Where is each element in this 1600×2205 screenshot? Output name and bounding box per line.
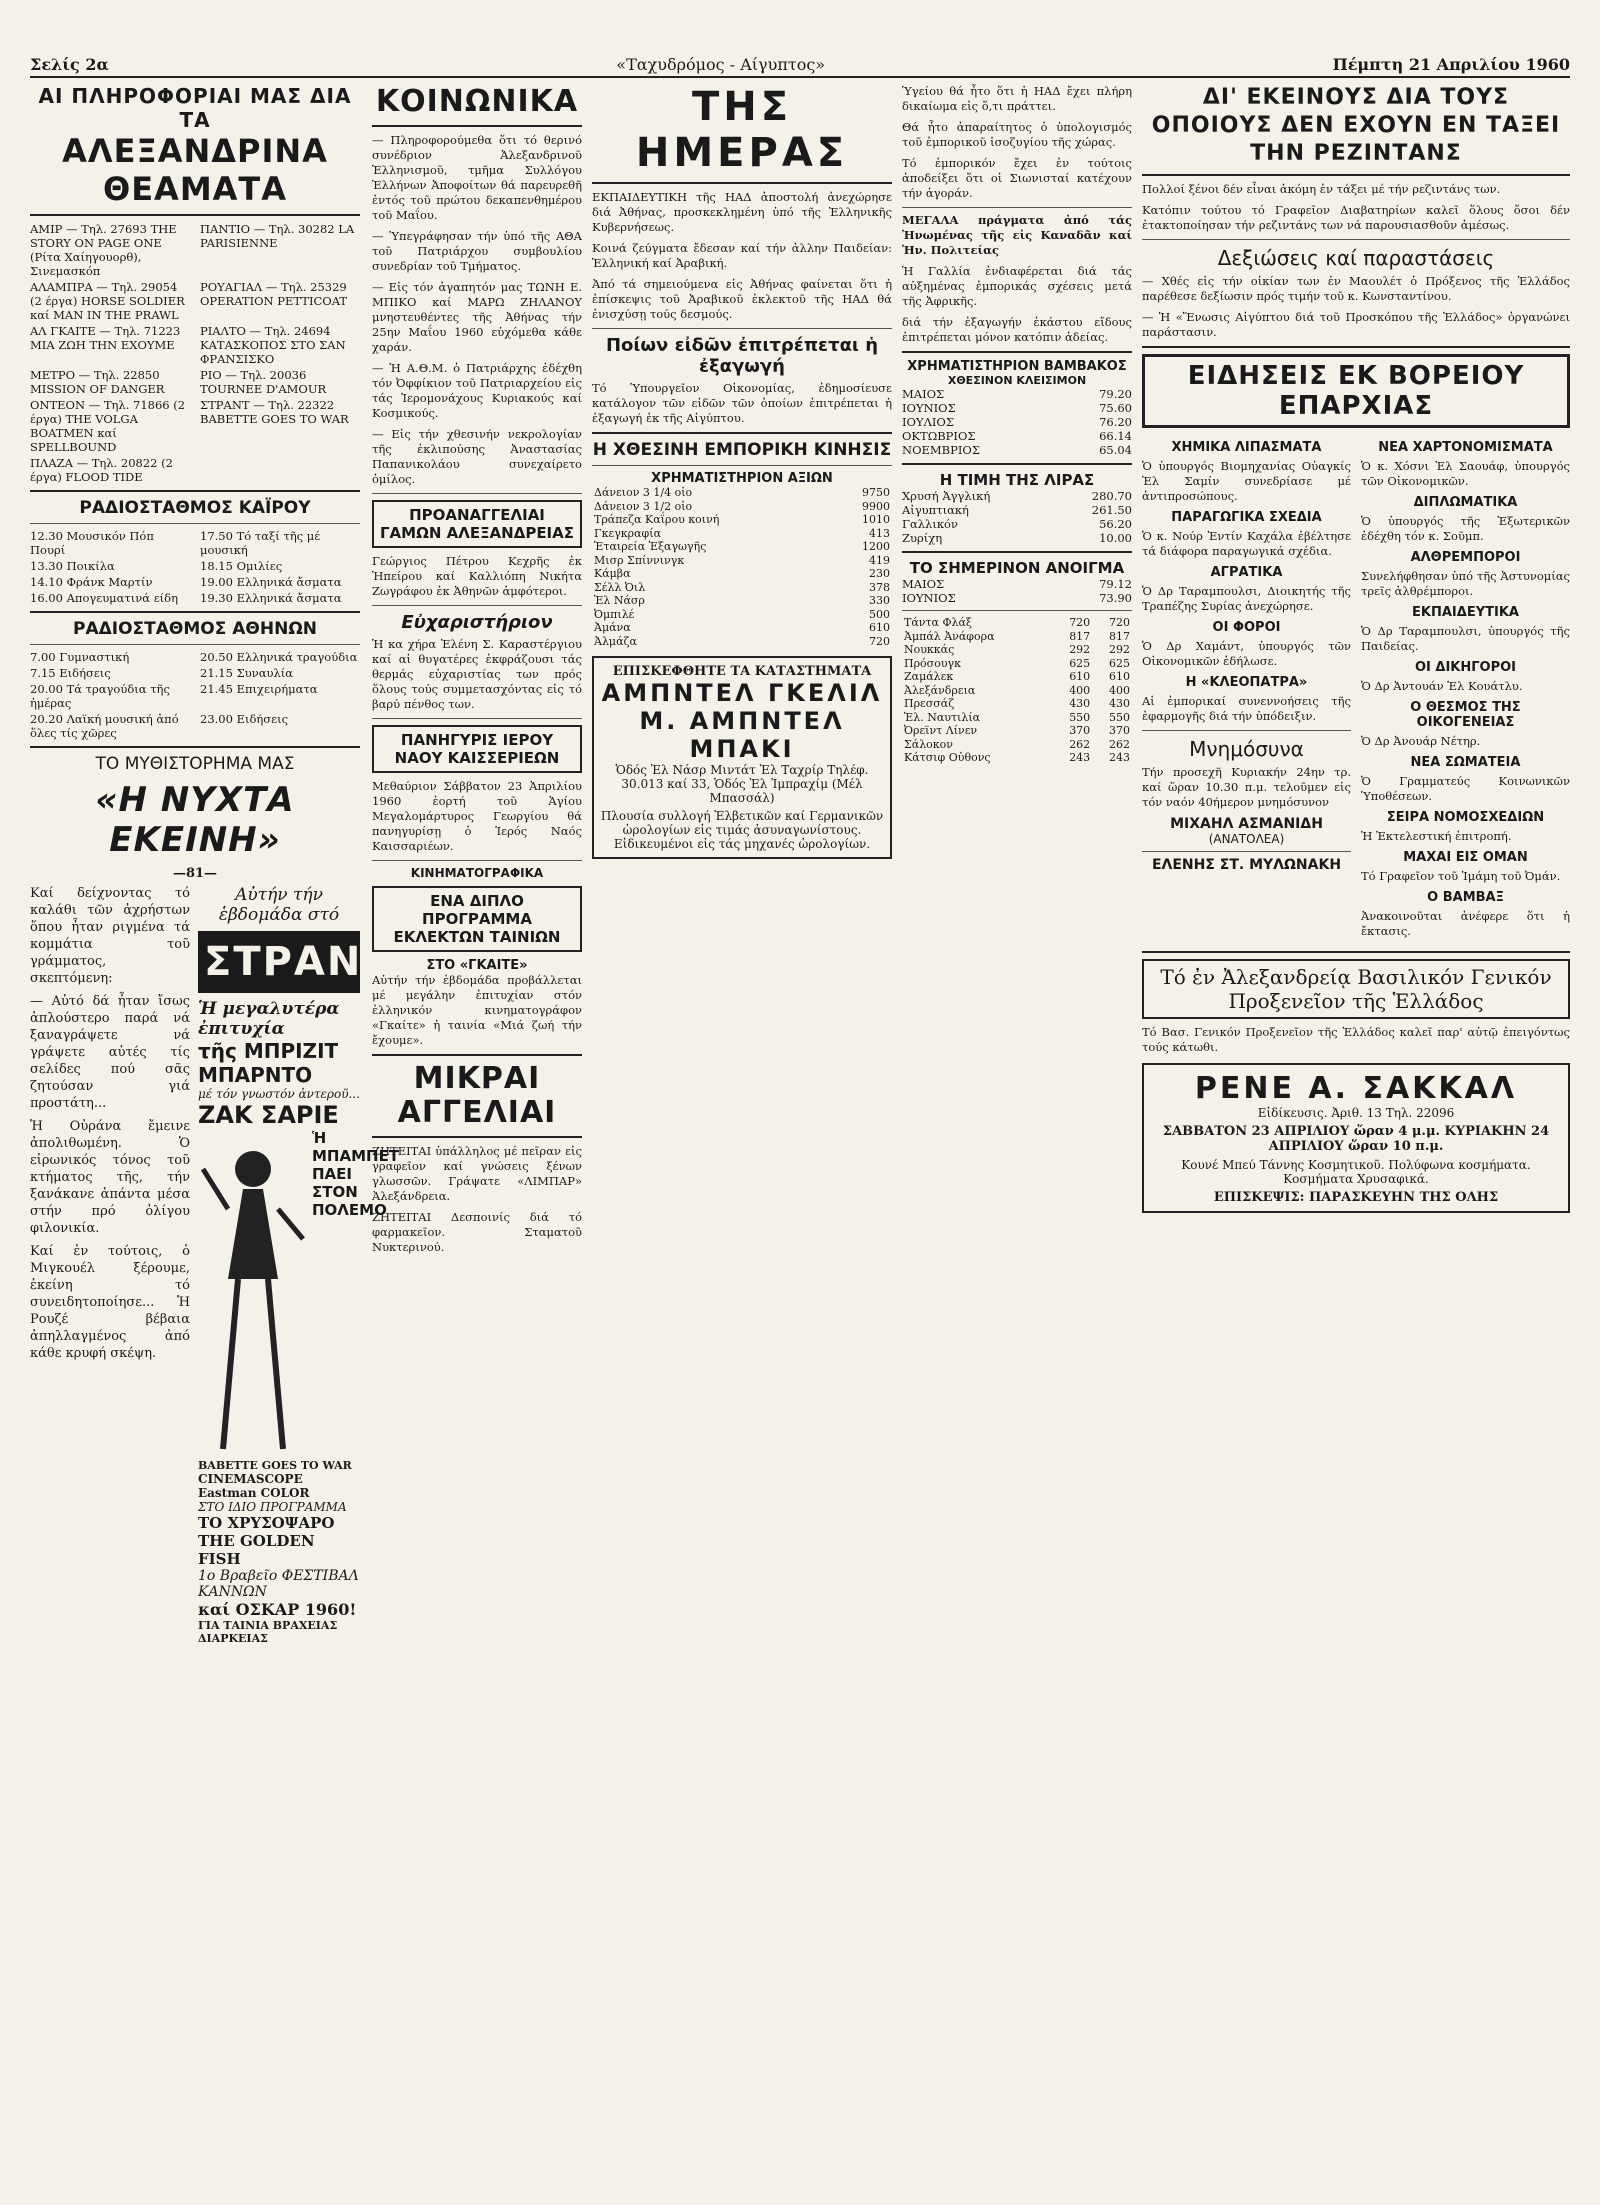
novel-title: «Η ΝΥΧΤΑ ΕΚΕΙΝΗ» (95, 780, 295, 860)
list-item: ΜΑΙΟΣ 79.20 (902, 387, 1132, 401)
north-item: ΧΗΜΙΚΑ ΛΙΠΑΣΜΑΤΑ Ὁ ὑπουργός Βιομηχανίας Οὐαγκίς Ἐλ Σαμίν συνεδρίασε μέ ἀντιπροσώπους. (1142, 440, 1351, 503)
ad-shop-name: ΑΜΠΝΤΕΛ ΓΚΕΛΙΛ Μ. ΑΜΠΝΤΕΛ ΜΠΑΚΙ (601, 679, 883, 763)
wedding-title: ΠΡΟΑΝΑΓΓΕΛΙΑΙ ΓΑΜΩΝ ΑΛΕΞΑΝΔΡΕΙΑΣ (372, 500, 582, 548)
novel-paragraph: Καί δείχνοντας τό καλάθι τῶν ἀχρήστων ὅπου ἦταν ριγμένα τά κομμάτια τοῦ γράμματος, σκεπτόμενη: (30, 886, 190, 986)
page-header (30, 52, 1570, 78)
north-item: ΑΛΘΡΕΜΠΟΡΟΙ Συνελήφθησαν ὑπό τῆς Ἀστυνομίας τρεῖς ἀλθρέμποροι. (1361, 550, 1570, 598)
social-item: — Εἰς τόν ἀγαπητόν μας ΤΩΝΗ Ε. ΜΠΙΚΟ καί ΜΑΡΩ ΖΗΛΑΝΟΥ μνηστευθέντες τῆς Ἀθήνας τήν 25ην Μαΐου 1960 εὐχόμεθα κάθε χαράν. (372, 280, 582, 354)
advert-original-title: BABETTE GOES TO WAR (198, 1459, 352, 1472)
table-row: Μισρ Σπίννινγκ 419 (594, 553, 890, 567)
north-item: Ο ΒΑΜΒΑΞ Ἀνακοινοῦται ἀνέφερε ὅτι ἡ ἔκτασις. (1361, 890, 1570, 938)
advert-line: μέ τόν γνωστόν ἀντεροῦ... (198, 1087, 360, 1101)
cotton-title: ΧΡΗΜΑΤΙΣΤΗΡΙΟΝ ΒΑΜΒΑΚΟΣ (907, 359, 1127, 374)
newspaper-name: «Ταχυδρόμος - Αίγυπτος» (616, 54, 826, 74)
clinic-days: ΣΑΒΒΑΤΟΝ 23 ΑΠΡΙΛΙΟΥ ὥραν 4 μ.μ. ΚΥΡΙΑΚΗΝ 24 ΑΠΡΙΛΙΟΥ ὥραν 10 π.μ. (1162, 1124, 1550, 1154)
radio-slot: 7.00 Γυμναστική (30, 650, 130, 664)
table-row: Ἐταιρεία Ἐξαγωγῆς 1200 (594, 540, 890, 553)
cinema-listing: ΡΟΥΑΓΙΑΛ — Τηλ. 25329 OPERATION PETTICOAT (200, 280, 348, 308)
table-row: Κάμβα 230 (594, 567, 890, 580)
table-row: Ἐλ Νάσρ 330 (594, 594, 890, 607)
article-paragraph: Θά ἦτο ἀπαραίτητος ὁ ὑπολογισμός τοῦ ἐμπορικοῦ ἰσοζυγίου τῆς χώρας. (902, 120, 1132, 149)
north-title: ΕΙΔΗΣΕΙΣ ΕΚ ΒΟΡΕΙΟΥ ΕΠΑΡΧΙΑΣ (1142, 354, 1570, 428)
receptions-title: Δεξιώσεις καί παραστάσεις (1217, 246, 1495, 270)
residence-text: Κατόπιν τούτου τό Γραφεῖον Διαβατηρίων καλεῖ ὅλους ὅσοι δέν ἐτακτοποίησαν τήν ρεζιντάνς των νά παρουσιασθοῦν ἀμέσως. (1142, 203, 1570, 232)
consulate-title: Τό ἐν Ἀλεξανδρείᾳ Βασιλικόν Γενικόν Προξενεῖον τῆς Ἑλλάδος (1142, 959, 1570, 1019)
advert-award: 1ο Βραβεῖο ΦΕΣΤΙΒΑΛ ΚΑΝΝΩΝ (198, 1568, 359, 1600)
advert-next-title: ΤΟ ΧΡΥΣΟΨΑΡΟ THE GOLDEN FISH (198, 1514, 335, 1568)
radio-slot: 14.10 Φράνκ Μαρτίν (30, 575, 153, 589)
table-row: Ὀμπιλέ 500 (594, 607, 890, 621)
stocks-title: ΧΡΗΜΑΤΙΣΤΗΡΙΟΝ ΑΞΙΩΝ (651, 471, 833, 486)
info-title-small: ΑΙ ΠΛΗΡΟΦΟΡΙΑΙ ΜΑΣ ΔΙΑ ΤΑ (38, 84, 352, 132)
clinic-ad (1142, 1063, 1570, 1213)
table-row: Πρόσουγκ 625 625 (904, 656, 1130, 670)
social-item: — Εἰς τήν χθεσινήν νεκρολογίαν τῆς ἐκλιπούσης Ἀναστασίας Παπανικολάου συνεχαίρετο ὁμίλος. (372, 427, 582, 486)
clinic-visit: ΕΠΙΣΚΕΨΙΣ: ΠΑΡΑΣΚΕΥΗΝ ΤΗΣ ΟΛΗΣ (1213, 1190, 1499, 1205)
novel-part: —81— (172, 866, 218, 881)
classified-ad: ΖΗΤΕΙΤΑΙ Δεσποινίς διά τό φαρμακεῖον. Σταματοῦ Νυκτερινού. (372, 1210, 582, 1254)
list-item: ΙΟΥΝΙΟΣ 73.90 (902, 591, 1132, 605)
ad-text: Πλουσία συλλογή Ἑλβετικῶν καί Γερμανικῶν ὡρολογίων εἰς τιμάς ἀσυναγωνίστους. Εἰδικευμένοι εἰς τάς μηχανές ὡρολογίων. (600, 809, 884, 851)
north-item: ΣΕΙΡΑ ΝΟΜΟΣΧΕΔΙΩΝ Ἡ Ἐκτελεστική ἐπιτροπή. (1361, 810, 1545, 843)
classifieds-title: ΜΙΚΡΑΙ ΑΓΓΕΛΙΑΙ (397, 1061, 557, 1130)
big-news-title: ΜΕΓΑΛΑ πράγματα ἀπό τάς Ἠνωμένας τῆς εἰς Καναδᾶν καί Ἠν. Πολιτείας (902, 213, 1132, 257)
north-item: ΜΑΧΑΙ ΕΙΣ ΟΜΑΝ Τό Γραφεῖον τοῦ Ἰμάμη τοῦ Ὀμάν. (1361, 850, 1561, 883)
advert-actor: ΖΑΚ ΣΑΡΙΕ (198, 1101, 339, 1129)
cinema-listing: ΑΜΙΡ — Τηλ. 27693 THE STORY ON PAGE ONE (Ρίτα Χαίηγουορθ), Σινεμασκόπ (30, 222, 177, 278)
clinic-text: Κουνέ Μπεύ Τάννης Κοσμητικοῦ. Πολύφωνα κοσμήματα. Κοσμήματα Χρυσαφικά. (1181, 1158, 1531, 1186)
radio-slot: 21.15 Συναυλία (200, 666, 294, 680)
education-item: ΕΚΠΑΙΔΕΥΤΙΚΗ τῆς ΗΑΔ ἀποστολή ἀνεχώρησε διά Ἀθήνας, προσκεκλημένη ὑπό τῆς Ἑλληνικῆς Κυβερνήσεως. (592, 190, 892, 234)
table-row: Δάνειον 3 1/2 οἱο 9900 (594, 499, 890, 513)
radio-slot: 18.15 Ομιλίες (200, 559, 283, 573)
stocks-table (592, 486, 892, 648)
cinema-listing: ΑΛΑΜΠΡΑ — Τηλ. 29054 (2 έργα) HORSE SOLDIER καί MAN IN THE PRAWL (30, 280, 185, 322)
radio-athens-title: ΡΑΔΙΟΣΤΑΘΜΟΣ ΑΘΗΝΩΝ (72, 619, 317, 639)
advert-oscar: καί ΟΣΚΑΡ 1960! (198, 1600, 357, 1619)
memorial-text: Τήν προσεχῆ Κυριακήν 24ην τρ. καί ὥραν 10.30 π.μ. τελοῦμεν εἰς τόν ναόν 40ήμερον μνημόσυνον (1142, 765, 1351, 809)
radio-slot: 20.20 Λαϊκή μουσική ἀπό ὅλες τίς χῶρες (30, 712, 179, 740)
north-item: ΟΙ ΦΟΡΟΙ Ὁ Δρ Χαμάντ, ὑπουργός τῶν Οἰκονομικῶν ἐδήλωσε. (1142, 620, 1351, 668)
table-row: Σέλλ Ὀιλ 378 (594, 580, 890, 594)
cinema-listing: ΡΙΟ — Τηλ. 20036 TOURNEE D'AMOUR (200, 368, 327, 396)
list-item: ΝΟΕΜΒΡΙΟΣ 65.04 (902, 443, 1132, 457)
article-paragraph: Ὑγείου θά ἦτο ὅτι ἡ ΗΑΔ ἔχει πλήρη δικαίωμα εἰς ὅ,τι πράττει. (902, 84, 1132, 113)
cotton-subtitle: ΧΘΕΣΙΝΟΝ ΚΛΕΙΣΙΜΟΝ (947, 374, 1087, 387)
radio-slot: 17.50 Τό ταξί τῆς μέ μουσική (200, 529, 321, 557)
advert-line: Ἡ μεγαλυτέρα ἐπιτυχία (198, 999, 340, 1039)
table-row: Ἀμάνα 610 (594, 621, 890, 634)
radio-slot: 16.00 Απογευματινά είδη (30, 591, 178, 605)
gold-list (902, 489, 1132, 545)
festival-title: ΠΑΝΗΓΥΡΙΣ ΙΕΡΟΥ ΝΑΟΥ ΚΑΙΣΣΕΡΙΕΩΝ (372, 725, 582, 773)
memorial-title: Μνημόσυνα (1189, 737, 1304, 761)
list-item: ΜΑΙΟΣ 79.12 (902, 577, 1132, 591)
advert-kicker: Αὐτήν τήν ἑβδομάδα στό (218, 885, 340, 925)
cinema-listing: ΣΤΡΑΝΤ — Τηλ. 22322 BABETTE GOES TO WAR (200, 398, 349, 426)
radio-slot: 23.00 Ειδήσεις (200, 712, 289, 726)
north-item: ΑΓΡΑΤΙΚΑ Ὁ Δρ Ταραμπουλσι, Διοικητής τῆς Τραπέζης Συρίας ἀνεχώρησε. (1142, 565, 1351, 613)
advert-note: ΓΙΑ ΤΑΙΝΙΑ ΒΡΑΧΕΙΑΣ ΔΙΑΡΚΕΙΑΣ (198, 1619, 338, 1645)
novel-paragraph: Ἡ Οὐράνα ἔμεινε ἀπολιθωμένη. Ὁ εἰρωνικός τόνος τοῦ κτήματος τῆς, τήν ξανάκανε ἀπάντα μέσα στήν πρό ὀλίγου φιλονικία. (30, 1119, 190, 1236)
table-row: Ἀλεξάνδρεια 400 400 (904, 683, 1130, 697)
festival-text: Μεθαύριον Σάββατον 23 Ἀπριλίου 1960 ἑορτή τοῦ Ἁγίου Μεγαλομάρτυρος Γεωργίου θά πανηγυρίσῃ ὁ Ἱερός Ναός Καισσαριέων. (372, 779, 582, 853)
table-row: Ἑλ. Ναυτιλία 550 550 (904, 710, 1130, 724)
cinema-title: ΕΝΑ ΔΙΠΛΟ ΠΡΟΓΡΑΜΜΑ ΕΚΛΕΚΤΩΝ ΤΑΙΝΙΩΝ (372, 886, 582, 952)
north-item: ΟΙ ΔΙΚΗΓΟΡΟΙ Ὁ Δρ Ἀντουάν Ἐλ Κουάτλυ. (1361, 660, 1523, 693)
table-row: Γκεγκραφία 413 (594, 526, 890, 540)
social-item: — Ἡ Α.Θ.Μ. ὁ Πατριάρχης ἐδέχθη τόν Ὀφφίκιον τοῦ Πατριαρχείου εἰς τάς Ἱερομονάχους Κυριακούς καί Κοσμικούς. (372, 361, 582, 420)
clinic-subtitle: Εἰδίκευσις. Ἀριθ. 13 Τηλ. 22096 (1257, 1106, 1455, 1120)
list-item: ΟΚΤΩΒΡΙΟΣ 66.14 (902, 429, 1132, 443)
social-item: — Πληροφορούμεθα ὅτι τό θερινό συνέδριον Ἀλεξανδρινοῦ Ἑλληνισμοῦ, τμῆμα Συλλόγου Ἑλλήνων Ἀποφοίτων θά παρευρεθῆ ἐντός τοῦ πρώτου δεκαπενθημέρου τοῦ Μαΐου. (372, 133, 582, 222)
big-news-text: Ἡ Γαλλία ἐνδιαφέρεται διά τάς αὐξημένας ἐμπορικάς σχέσεις μετά τῆς Ἀφρικῆς. (902, 264, 1132, 308)
cotton-list (902, 387, 1132, 457)
watch-shop-ad (592, 656, 892, 859)
column-markets (902, 84, 1132, 2184)
cinema-listing: ΡΙΑΛΤΟ — Τηλ. 24694 ΚΑΤΑΣΚΟΠΟΣ ΣΤΟ ΣΑΝ ΦΡΑΝΣΙΣΚΟ (200, 324, 346, 366)
export-continued: διά τήν ἐξαγωγήν ἐκάστου εἴδους ἐπιτρέπεται μόνον κατόπιν ἀδείας. (902, 315, 1132, 344)
residence-title: ΔΙ' ΕΚΕΙΝΟΥΣ ΔΙΑ ΤΟΥΣ ΟΠΟΙΟΥΣ ΔΕΝ ΕΧΟΥΝ ΕΝ ΤΑΞΕΙ ΤΗΝ ΡΕΖΙΝΤΑΝΣ (1151, 85, 1561, 166)
export-title: Ποίων εἰδῶν ἐπιτρέπεται ἡ ἐξαγωγή (605, 335, 879, 377)
wedding-text: Γεώργιος Πέτρου Κεχρῆς ἐκ Ἡπείρου καί Καλλιόπη Νικήτα Ζωγράφου ἐκ Ἀθηνῶν ἀμφότεροι. (372, 554, 582, 598)
table-row: Σάλοκον 262 262 (904, 737, 1130, 751)
north-item: ΠΑΡΑΓΩΓΙΚΑ ΣΧΕΔΙΑ Ὁ κ. Νούρ Ἐντίν Καχάλα ἐβέλτησε τά διάφορα παραγωγικά σχέδια. (1142, 510, 1351, 558)
opening-table (902, 616, 1132, 765)
radio-slot: 12.30 Μουσικόν Πόπ Πουρί (30, 529, 154, 557)
radio-slot: 20.00 Τά τραγούδια τῆς ἡμέρας (30, 682, 170, 710)
list-item: ΙΟΥΝΙΟΣ 75.60 (902, 401, 1132, 415)
advert-next: ΣΤΟ ΙΔΙΟ ΠΡΟΓΡΑΜΜΑ (198, 1500, 347, 1514)
memorial-place: (ΑΝΑΤΟΛΕΑ) (1208, 832, 1285, 846)
social-item: — Ὑπεγράφησαν τήν ὑπό τῆς ΑΘΑ τοῦ Πατριάρχου συμβουλίου συνεδρίαν τοῦ Τμήματος. (372, 229, 582, 273)
education-item: Ἀπό τά σημειούμενα εἰς Ἀθήνας φαίνεται ὅτι ἡ ἐπίσκεψις τοῦ Ἀραβικοῦ ἐκλεκτοῦ τῆς ΗΑΔ θά ἐνισχύσῃ τούς δεσμούς. (592, 277, 892, 321)
table-row: Τάντα Φλάξ 720 720 (904, 616, 1130, 629)
column-social (372, 84, 582, 2184)
thanks-text: Ἡ κα χήρα Ἑλένη Σ. Καραστέργιου καί αἱ θυγατέρες ἐκφράζουσι τάς θερμάς εὐχαριστίας των πρός ὅλους τούς συμμετασχόντας εἰς τό βαρύ πένθος των. (372, 637, 582, 711)
export-text: Τό Ὑπουργεῖον Οἰκονομίας, ἐδημοσίευσε κατάλογον τῶν εἰδῶν τῶν ὁποίων ἐπιτρέπεται ἡ ἐξαγωγή ἐκ τῆς Αἰγύπτου. (592, 381, 892, 425)
opening-title: ΤΟ ΣΗΜΕΡΙΝΟΝ ΑΝΟΙΓΜΑ (909, 559, 1125, 577)
column-entertainment (30, 84, 400, 2184)
table-row: Τράπεζα Καΐρου κοινή 1010 (594, 513, 890, 526)
cinema-listing: ΠΑΝΤΙΟ — Τηλ. 30282 LA PARISIENNE (200, 222, 355, 250)
radio-athens-schedule (30, 650, 360, 740)
novel-paragraph: Καί ἐν τούτοις, ὁ Μιγκουέλ ξέρουμε, ἐκείνη τό συνειδητοποίησε... Ἡ Ρουζέ βέβαια ἀπηλλαγμένος ἀπό κάθε κρυφή σκέψη. (30, 1244, 190, 1361)
gold-title: Η ΤΙΜΗ ΤΗΣ ΛΙΡΑΣ (939, 471, 1095, 489)
today-title: ΤΗΣ ΗΜΕΡΑΣ (635, 84, 849, 176)
trade-title: Η ΧΘΕΣΙΝΗ ΕΜΠΟΡΙΚΗ ΚΙΝΗΣΙΣ (592, 440, 892, 460)
advert-star: τῆς ΜΠΡΙΖΙΤ ΜΠΑΡΝΤΟ (198, 1039, 339, 1087)
ad-address: Ὁδός Ἐλ Νάσρ Μιντάτ Ἐλ Ταχρίρ Τηλέφ. 30.013 καί 33, Ὁδός Ἐλ Ἰμπραχίμ (Μέλ Μπασσάλ) (615, 763, 869, 805)
cinema-place: ΣΤΟ «ΓΚΑΙΤΕ» (426, 958, 528, 973)
column-news (1142, 84, 1570, 2184)
column-today (592, 84, 892, 2184)
north-item: Ο ΘΕΣΜΟΣ ΤΗΣ ΟΙΚΟΓΕΝΕΙΑΣ Ὁ Δρ Ἀνουάρ Νέτηρ. (1361, 700, 1521, 748)
table-row: Ὀρεϊντ Λίνεν 370 370 (904, 724, 1130, 737)
cinema-kicker: ΚΙΝΗΜΑΤΟΓΡΑΦΙΚΑ (410, 866, 544, 880)
list-item: ΙΟΥΛΙΟΣ 76.20 (902, 415, 1132, 429)
table-row: Ἀλμάζα 720 (594, 634, 890, 648)
cinema-advert (198, 885, 400, 1645)
radio-cairo-schedule (30, 529, 360, 605)
table-row: Ζαμάλεκ 610 610 (904, 670, 1130, 683)
classified-ad: ΖΗΤΕΙΤΑΙ ὑπάλληλος μέ πεῖραν εἰς γραφεῖον καί γνώσεις ξένων γλωσσῶν. Γράψατε «ΛΙΜΠΑΡ» Ἀλεξάνδρεια. (372, 1144, 582, 1203)
dancer-illustration (198, 1129, 308, 1459)
article-paragraph: Τό ἐμπορικόν ἔχει ἐν τούτοις ἀποδείξει ὅτι οἱ Σιωνισταί κατέχουν τήν ἀγοράν. (902, 156, 1132, 200)
novel-paragraph: — Αὐτό δά ἦταν ἴσως ἀπλούστερο παρά νά ξαναγράψετε νά γράψετε αὐτές τίς σελίδες πού σᾶς ζητούσαν γιά προστάτη... (30, 994, 190, 1111)
north-item: ΕΚΠΑΙΔΕΥΤΙΚΑ Ὁ Δρ Ταραμπουλσι, ὑπουργός τῆς Παιδείας. (1361, 605, 1570, 653)
north-item: ΝΕΑ ΣΩΜΑΤΕΙΑ Ὁ Γραμματεύς Κοινωνικῶν Ὑποθέσεων. (1361, 755, 1570, 803)
radio-slot: 19.00 Ελληνικά ἄσματα (200, 575, 342, 589)
north-item: ΔΙΠΛΩΜΑΤΙΚΑ Ὁ ὑπουργός τῆς Ἐξωτερικῶν ἐδέχθη τόν κ. Σοῦμπ. (1361, 495, 1570, 543)
radio-cairo-title: ΡΑΔΙΟΣΤΑΘΜΟΣ ΚΑΪΡΟΥ (79, 498, 311, 518)
cinema-listing: ΑΛ ΓΚΑΙΤΕ — Τηλ. 71223 ΜΙΑ ΖΩΗ ΤΗΝ ΕΧΟΥΜΕ (30, 324, 181, 352)
radio-slot: 19.30 Ελληνικά ἄσματα (200, 591, 342, 605)
list-item: Γαλλικόν 56.20 (902, 517, 1132, 531)
residence-text: Πολλοί ξένοι δέν εἶναι ἀκόμη ἐν τάξει μέ τήν ρεζιντάνς των. (1142, 182, 1501, 196)
opening-list (902, 577, 1132, 605)
reception-item: — Ἡ «Ἕνωσις Αἰγύπτου διά τοῦ Προσκόπου τῆς Ἑλλάδος» ὀργανώνει παράστασιν. (1142, 310, 1570, 339)
memorial-name: ΕΛΕΝΗΣ ΣΤ. ΜΥΛΩΝΑΚΗ (1151, 857, 1342, 873)
social-title: ΚΟΙΝΩΝΙΚΑ (375, 84, 579, 119)
radio-slot: 20.50 Ελληνικά τραγούδια (200, 650, 358, 664)
advert-film-title: Ἡ ΜΠΑΜΠΕΤ ΠΑΕΙ ΣΤΟΝ ΠΟΛΕΜΟ (312, 1129, 400, 1219)
novel-kicker: ΤΟ ΜΥΘΙΣΤΟΡΗΜΑ ΜΑΣ (95, 754, 295, 774)
thanks-title: Εὐχαριστήριον (401, 612, 553, 633)
list-item: Χρυσή Ἀγγλική 280.70 (902, 489, 1132, 503)
cinema-text: Αὐτήν τήν ἑβδομάδα προβάλλεται μέ μεγάλην ἐπιτυχίαν στόν ἑλληνικόν κινηματογράφον «Γκαίτε» ἡ ταινία «Μιά ζωή τήν ἔχουμε». (372, 973, 582, 1047)
radio-slot: 21.45 Επιχειρήματα (200, 682, 318, 696)
list-item: Αἰγυπτιακή 261.50 (902, 503, 1132, 517)
issue-date: Πέμπτη 21 Απριλίου 1960 (1332, 54, 1570, 74)
memorial-name: ΜΙΧΑΗΛ ΑΣΜΑΝΙΔΗ (1170, 816, 1323, 832)
north-item: Η «ΚΛΕΟΠΑΤΡΑ» Αἱ ἐμπορικαί συνεννοήσεις τῆς ἐφαρμογῆς διά τήν ὑπόδειξιν. (1142, 675, 1351, 723)
radio-slot: 7.15 Ειδήσεις (30, 666, 111, 680)
cinema-listing: ΜΕΤΡΟ — Τηλ. 22850 MISSION OF DANGER (30, 368, 165, 396)
table-row: Ἀμπάλ Ἀνάφορα 817 817 (904, 629, 1130, 643)
table-row: Δάνειον 3 1/4 οἱο 9750 (594, 486, 890, 499)
advert-cinema-name: ΣΤΡΑΝΤ (198, 931, 360, 993)
cinema-listing: ΠΛΑΖΑ — Τηλ. 20822 (2 έργα) FLOOD TIDE (30, 456, 173, 484)
page-number: Σελίς 2α (30, 54, 109, 74)
clinic-name: ΡΕΝΕ Α. ΣΑΚΚΑΛ (1194, 1071, 1518, 1106)
table-row: Νουκκάς 292 292 (904, 643, 1130, 656)
table-row: Κάτσιφ Οὐθονς 243 243 (904, 751, 1130, 764)
ad-kicker: ΕΠΙΣΚΕΦΘΗΤΕ ΤΑ ΚΑΤΑΣΤΗΜΑΤΑ (612, 664, 872, 679)
advert-format: CINEMASCOPE Eastman COLOR (198, 1472, 310, 1500)
education-item: Κοινά ζεύγματα ἔδεσαν καί τήν ἀλλην Παιδείαν: Ἑλληνική καί Ἀραβική. (592, 241, 892, 270)
north-item: ΝΕΑ ΧΑΡΤΟΝΟΜΙΣΜΑΤΑ Ὁ κ. Χόσνι Ἐλ Σαουάφ, ὑπουργός τῶν Οἰκονομικῶν. (1361, 440, 1570, 488)
list-item: Ζυρίχη 10.00 (902, 531, 1132, 545)
radio-slot: 13.30 Ποικίλα (30, 559, 115, 573)
consulate-text: Τό Βασ. Γενικόν Προξενεῖον τῆς Ἑλλάδος καλεῖ παρ' αὐτῷ ἐπειγόντως τούς κάτωθι. (1142, 1025, 1570, 1054)
cinema-listing: ΟΝΤΕΟΝ — Τηλ. 71866 (2 έργα) THE VOLGA BOATMEN καί SPELLBOUND (30, 398, 186, 454)
cinema-listings (30, 222, 360, 484)
info-title-big: ΑΛΕΞΑΝΔΡΙΝΑ ΘΕΑΜΑΤΑ (62, 132, 328, 208)
table-row: Πρεσσάζ 430 430 (904, 697, 1130, 710)
reception-item: — Χθές εἰς τήν οἰκίαν των ἐν Μαουλέτ ὁ Πρόξενος τῆς Ἑλλάδος παρέθεσε δεξίωσιν πρός τιμήν τοῦ κ. Κωνσταντίνου. (1142, 274, 1570, 303)
